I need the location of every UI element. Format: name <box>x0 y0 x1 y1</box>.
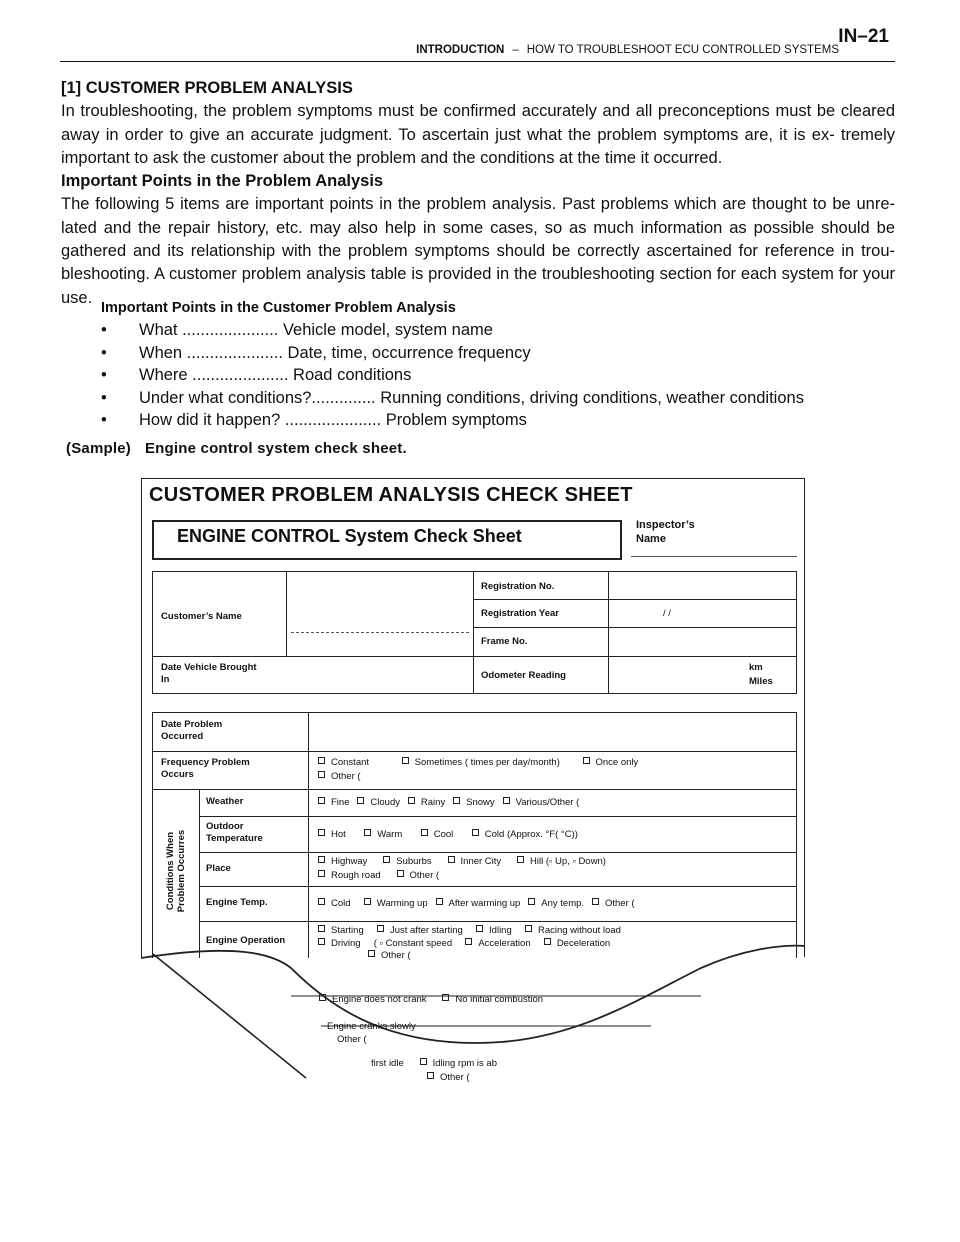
section-heading: [1] CUSTOMER PROBLEM ANALYSIS <box>61 79 353 97</box>
engine-operation-label: Engine Operation <box>206 935 286 946</box>
frequency-options: Constant Sometimes ( times per day/month) Once only <box>318 757 638 769</box>
list-item <box>101 319 804 342</box>
date-problem-label: Date Problem Occurred <box>161 719 223 742</box>
registration-no-label: Registration No. <box>481 581 555 592</box>
odometer-unit-miles: Miles <box>749 676 773 687</box>
important-points-paragraph: The following 5 items are important points in the problem analysis. Past problems which are thought to be unre- lated and the repair history, etc. may also help in some cases, so as much information as possible should be gathered and its relationship with the problem symptoms should be correctly ascertained for reference in trou- bleshooting. A customer problem analysis table is provided in the troubleshooting section for each system for your use. <box>61 195 895 307</box>
inspector-label-line2: Name <box>636 533 666 545</box>
bullet-glyph: • <box>101 321 107 339</box>
page-header <box>60 26 895 62</box>
list-item <box>101 409 804 432</box>
points-subheading: Important Points in the Customer Problem Analysis <box>101 300 456 316</box>
engine-operation-row2: Driving ( ▫ Constant speed Acceleration Deceleration <box>318 938 610 950</box>
weather-label: Weather <box>206 796 244 807</box>
symptom-row2: Engine cranks slowly <box>327 1021 416 1032</box>
torn-edge-graphic <box>141 938 805 1098</box>
outdoor-temperature-label: Outdoor Temperature <box>206 821 263 844</box>
problem-conditions-table <box>152 712 797 961</box>
temperature-options: Hot Warm Cool Cold (Approx. °F( °C)) <box>318 829 578 841</box>
sample-caption <box>66 440 407 457</box>
list-item <box>101 342 804 365</box>
list-item-text: When ..................... Date, time, occurrence frequency <box>139 343 531 362</box>
bullet-glyph: • <box>101 411 107 429</box>
list-item-text: Under what conditions?.............. Running conditions, driving conditions, weather conditions <box>139 388 804 407</box>
frequency-other: Other ( <box>318 771 361 783</box>
header-rule <box>60 61 895 62</box>
engine-operation-other: Other ( <box>368 950 411 962</box>
engine-temp-options: Cold Warming up After warming up Any temp. Other ( <box>318 898 635 910</box>
running-title: HOW TO TROUBLESHOOT ECU CONTROLLED SYSTEMS <box>526 44 839 56</box>
conditions-vertical-label: Conditions When Problem Occurres <box>165 829 187 913</box>
sample-tag: (Sample) <box>66 440 131 457</box>
symptom-row4: first idle Idling rpm is ab <box>371 1058 497 1069</box>
place-options-row1: Highway Suburbs Inner City Hill (▫ Up, ▫ Down) <box>318 856 606 868</box>
registration-year-slashes: / / <box>663 608 671 619</box>
date-brought-label: Date Vehicle Brought In <box>161 662 257 685</box>
inspector-name-label <box>636 518 695 546</box>
place-options-row2: Rough road Other ( <box>318 870 439 882</box>
sheet-subtitle: ENGINE CONTROL System Check Sheet <box>177 526 522 546</box>
page-number: IN–21 <box>838 26 889 47</box>
sheet-title: CUSTOMER PROBLEM ANALYSIS CHECK SHEET <box>149 484 633 506</box>
inspector-label-line1: Inspector’s <box>636 519 695 531</box>
sample-title: Engine control system check sheet. <box>144 440 407 457</box>
list-item-text: How did it happen? ..................... Problem symptoms <box>139 411 527 429</box>
list-item <box>101 387 804 410</box>
symptom-row5: Other ( <box>427 1072 470 1084</box>
symptom-row3: Other ( <box>337 1034 367 1045</box>
bullet-glyph: • <box>101 343 107 362</box>
frequency-label: Frequency Problem Occurs <box>161 757 250 780</box>
registration-year-label: Registration Year <box>481 608 559 619</box>
symptom-row1: Engine does not crank No initial combustion <box>319 994 543 1006</box>
section-name: INTRODUCTION <box>416 44 505 56</box>
bullet-glyph: • <box>101 366 107 384</box>
weather-options: Fine Cloudy Rainy Snowy Various/Other ( <box>318 797 579 809</box>
engine-temp-label: Engine Temp. <box>206 897 268 908</box>
important-points-heading: Important Points in the Problem Analysis <box>61 172 384 191</box>
inspector-underline <box>631 556 797 557</box>
frame-no-label: Frame No. <box>481 636 528 647</box>
engine-operation-row1: Starting Just after starting Idling Racing without load <box>318 925 621 937</box>
intro-paragraph: In troubleshooting, the problem symptoms must be confirmed accurately and all preconceptions must be cleared away in order to give an accurate judgment. To ascertain just what the problem symptoms are, it is ex- tremely important to ask the customer about the problem and the conditions at the time it occurred. <box>61 102 895 167</box>
place-label: Place <box>206 863 231 874</box>
header-separator: – <box>512 44 519 56</box>
check-sheet-figure <box>141 478 805 1098</box>
customer-name-label: Customer’s Name <box>161 611 242 622</box>
bullet-glyph: • <box>101 388 107 407</box>
running-header <box>416 44 839 56</box>
vehicle-info-table <box>152 571 797 694</box>
intro-text-block <box>61 77 895 310</box>
list-item-text: Where ..................... Road conditions <box>139 366 412 384</box>
list-item-text: What ..................... Vehicle model, system name <box>139 321 493 339</box>
list-item <box>101 364 804 387</box>
odometer-label: Odometer Reading <box>481 670 566 681</box>
points-list <box>101 319 804 432</box>
odometer-unit-km: km <box>749 662 763 673</box>
